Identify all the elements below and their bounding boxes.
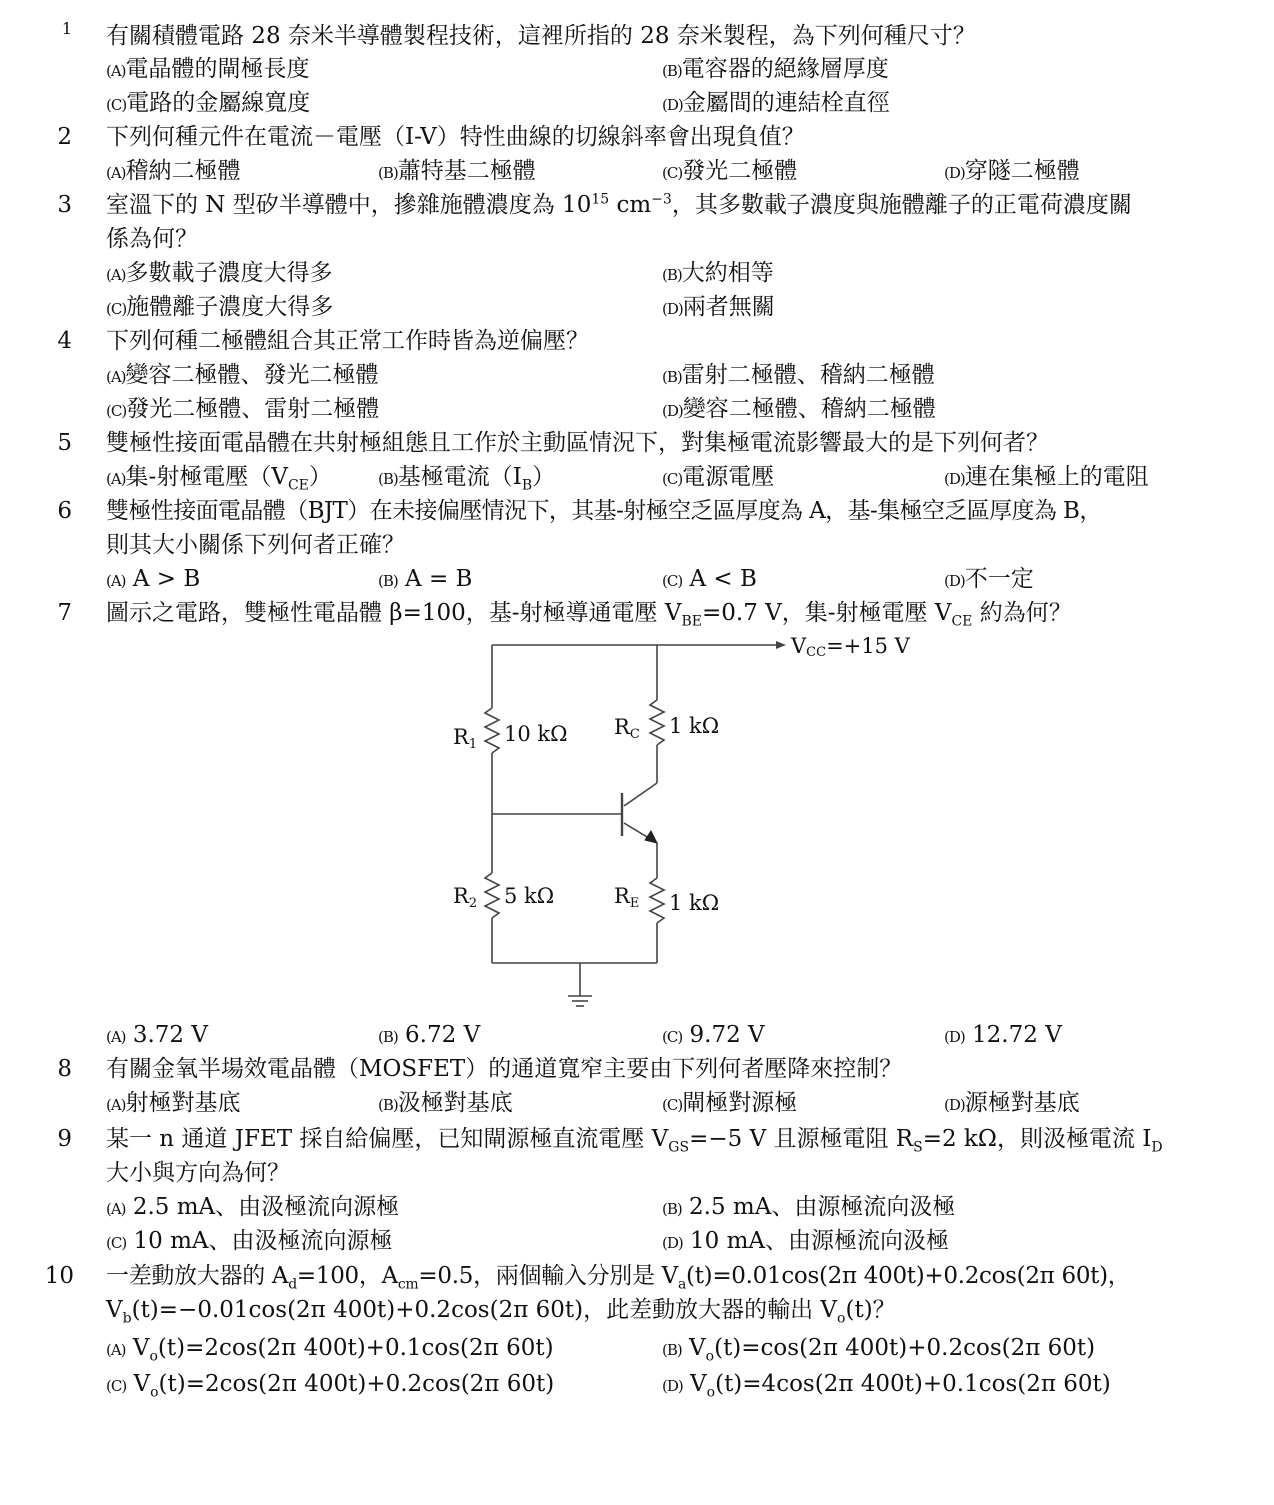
option-a: (A)電晶體的閘極長度 — [106, 56, 310, 82]
option-d: (D) 10 mA、由源極流向汲極 — [662, 1228, 950, 1254]
r1-resistor — [485, 708, 499, 753]
rc-label: RC — [614, 715, 640, 742]
option-b: (B)大約相等 — [662, 260, 774, 286]
option-c: (C) A < B — [662, 566, 757, 592]
option-c: (C)發光二極體、雷射二極體 — [106, 396, 380, 422]
vcc-label: VCC=+15 V — [791, 634, 910, 660]
option-b: (B)基極電流$(I_B)$ — [378, 464, 556, 494]
question-number: 1 — [61, 19, 72, 38]
question-text: 雙極性接面電晶體（BJT）在未接偏壓情況下，其基-射極空乏區厚度為 A，基-集極空乏區厚度為 B， — [106, 498, 1102, 524]
option-d: (D)金屬間的連結栓直徑 — [662, 90, 890, 116]
question-text-line2: 係為何？ — [106, 226, 198, 252]
option-c: (C) 10 mA、由汲極流向源極 — [106, 1228, 393, 1254]
re-label: RE — [614, 884, 640, 911]
option-d: (D) 12.72 V — [944, 1022, 1062, 1048]
rc-resistor — [650, 700, 664, 745]
r2-resistor — [485, 873, 499, 918]
question-text: 下列何種元件在電流－電壓（I-V）特性曲線的切線斜率會出現負值？ — [106, 124, 805, 150]
circuit-wires — [485, 645, 778, 1006]
question-text: 有關金氧半場效電晶體（MOSFET）的通道寬窄主要由下列何者壓降來控制？ — [106, 1056, 903, 1082]
option-d: (D)不一定 — [944, 566, 1034, 592]
question-number: 5 — [57, 430, 72, 456]
option-a: (A)射極對基底 — [106, 1090, 241, 1116]
question-text-line2: 大小與方向為何？ — [106, 1160, 290, 1186]
question-text: 雙極性接面電晶體在共射極組態且工作於主動區情況下，對集極電流影響最大的是下列何者？ — [106, 430, 1049, 456]
re-value: 1 kΩ — [669, 891, 720, 915]
question-number: 8 — [57, 1056, 72, 1082]
option-c: (C)閘極對源極 — [662, 1090, 798, 1116]
option-c: (C)電源電壓 — [662, 464, 775, 490]
option-c: (C) 9.72 V — [662, 1022, 765, 1048]
question-number: 9 — [57, 1126, 72, 1152]
r2-label: R2 — [453, 884, 478, 911]
re-resistor — [650, 878, 664, 923]
question-8 — [0, 1052, 1274, 1086]
option-a: (A)多數載子濃度大得多 — [106, 260, 333, 286]
option-b: (B)雷射二極體、稽納二極體 — [662, 362, 935, 388]
option-b: (B)電容器的絕緣層厚度 — [662, 56, 889, 82]
option-c: (C)施體離子濃度大得多 — [106, 294, 334, 320]
option-c: (C) $V_o(t)=2\cos(2\pi$ 400t)+0.2cos(2π 60t) — [106, 1371, 555, 1401]
option-d: (D)穿隧二極體 — [944, 158, 1080, 184]
option-d: (D)連在集極上的電阻 — [944, 464, 1149, 490]
option-b: (B)汲極對基底 — [378, 1090, 513, 1116]
question-10 — [0, 1259, 1274, 1293]
question-number: 2 — [57, 124, 72, 150]
question-number: 6 — [57, 498, 72, 524]
option-c: (C)發光二極體 — [662, 158, 798, 184]
option-c: (C)電路的金屬線寬度 — [106, 90, 311, 116]
option-a: (A) 3.72 V — [106, 1022, 208, 1048]
option-a: (A) 2.5 mA、由汲極流向源極 — [106, 1194, 400, 1220]
option-a: (A)稽納二極體 — [106, 158, 241, 184]
r2-value: 5 kΩ — [504, 884, 555, 908]
r1-label: R1 — [453, 725, 478, 752]
option-d: (D)兩者無關 — [662, 294, 775, 320]
question-text: 一差動放大器的 $A_d=100$，$A_{cm}=0.5$，兩個輸入分別是 $V_a(t)=0.01\cos(2\pi$ 400t)+0.2cos(2π 60t)， — [106, 1263, 1131, 1293]
option-b: (B)蕭特基二極體 — [378, 158, 536, 184]
option-b: (B) A = B — [378, 566, 473, 592]
option-a: (A) $V_o(t)=2\cos(2\pi$ 400t)+0.1cos(2π 60t) — [106, 1335, 554, 1365]
question-text: 室溫下的 N 型矽半導體中，摻雜施體濃度為 $10^{15}$ $cm^{-3}$，其多數載子濃度與施體離子的正電荷濃度關 — [106, 191, 1132, 218]
option-b: (B) 2.5 mA、由源極流向汲極 — [662, 1194, 956, 1220]
option-a: (A) A > B — [106, 566, 201, 592]
question-number: 4 — [57, 328, 72, 354]
question-number: 3 — [57, 192, 72, 218]
question-text: 某一 n 通道 JFET 採自給偏壓，已知閘源極直流電壓 $V_{GS}=-5$ V 且源極電阻 $R_S=2$ kΩ，則汲極電流 $I_D$ — [106, 1126, 1163, 1156]
question-text: 有關積體電路 28 奈米半導體製程技術，這裡所指的 28 奈米製程，為下列何種尺寸？ — [106, 23, 976, 49]
option-d: (D)源極對基底 — [944, 1090, 1080, 1116]
option-a: (A)集-射極電壓$(V_{CE})$ — [106, 464, 332, 494]
emitter-arrow — [645, 831, 657, 843]
question-text-line2: 則其大小關係下列何者正確？ — [106, 532, 405, 558]
rc-value: 1 kΩ — [669, 714, 720, 738]
option-b: (B) 6.72 V — [378, 1022, 481, 1048]
option-a: (A)變容二極體、發光二極體 — [106, 362, 379, 388]
option-d: (D)變容二極體、稽納二極體 — [662, 396, 936, 422]
question-number: 7 — [57, 600, 72, 626]
vcc-arrow — [776, 641, 786, 649]
question-text: 下列何種二極體組合其正常工作時皆為逆偏壓？ — [106, 328, 589, 354]
option-d: (D) $V_o(t)=4\cos(2\pi$ 400t)+0.1cos(2π 60t) — [662, 1371, 1111, 1401]
option-b: (B) $V_o(t)=\cos(2\pi$ 400t)+0.2cos(2π 60t) — [662, 1335, 1096, 1365]
question-text-line2: $V_b(t)=-0.01\cos(2\pi$ 400t)+0.2cos(2π 60t)，此差動放大器的輸出 $V_o(t)$？ — [106, 1297, 896, 1327]
question-number: 10 — [44, 1263, 74, 1289]
question-text: 圖示之電路，雙極性電晶體 β=100，基-射極導通電壓 $V_{BE}=0.7$ V，集-射極電壓 $V_{CE}$ 約為何？ — [106, 600, 1072, 630]
question-9 — [0, 1122, 1274, 1156]
r1-value: 10 kΩ — [504, 722, 568, 746]
